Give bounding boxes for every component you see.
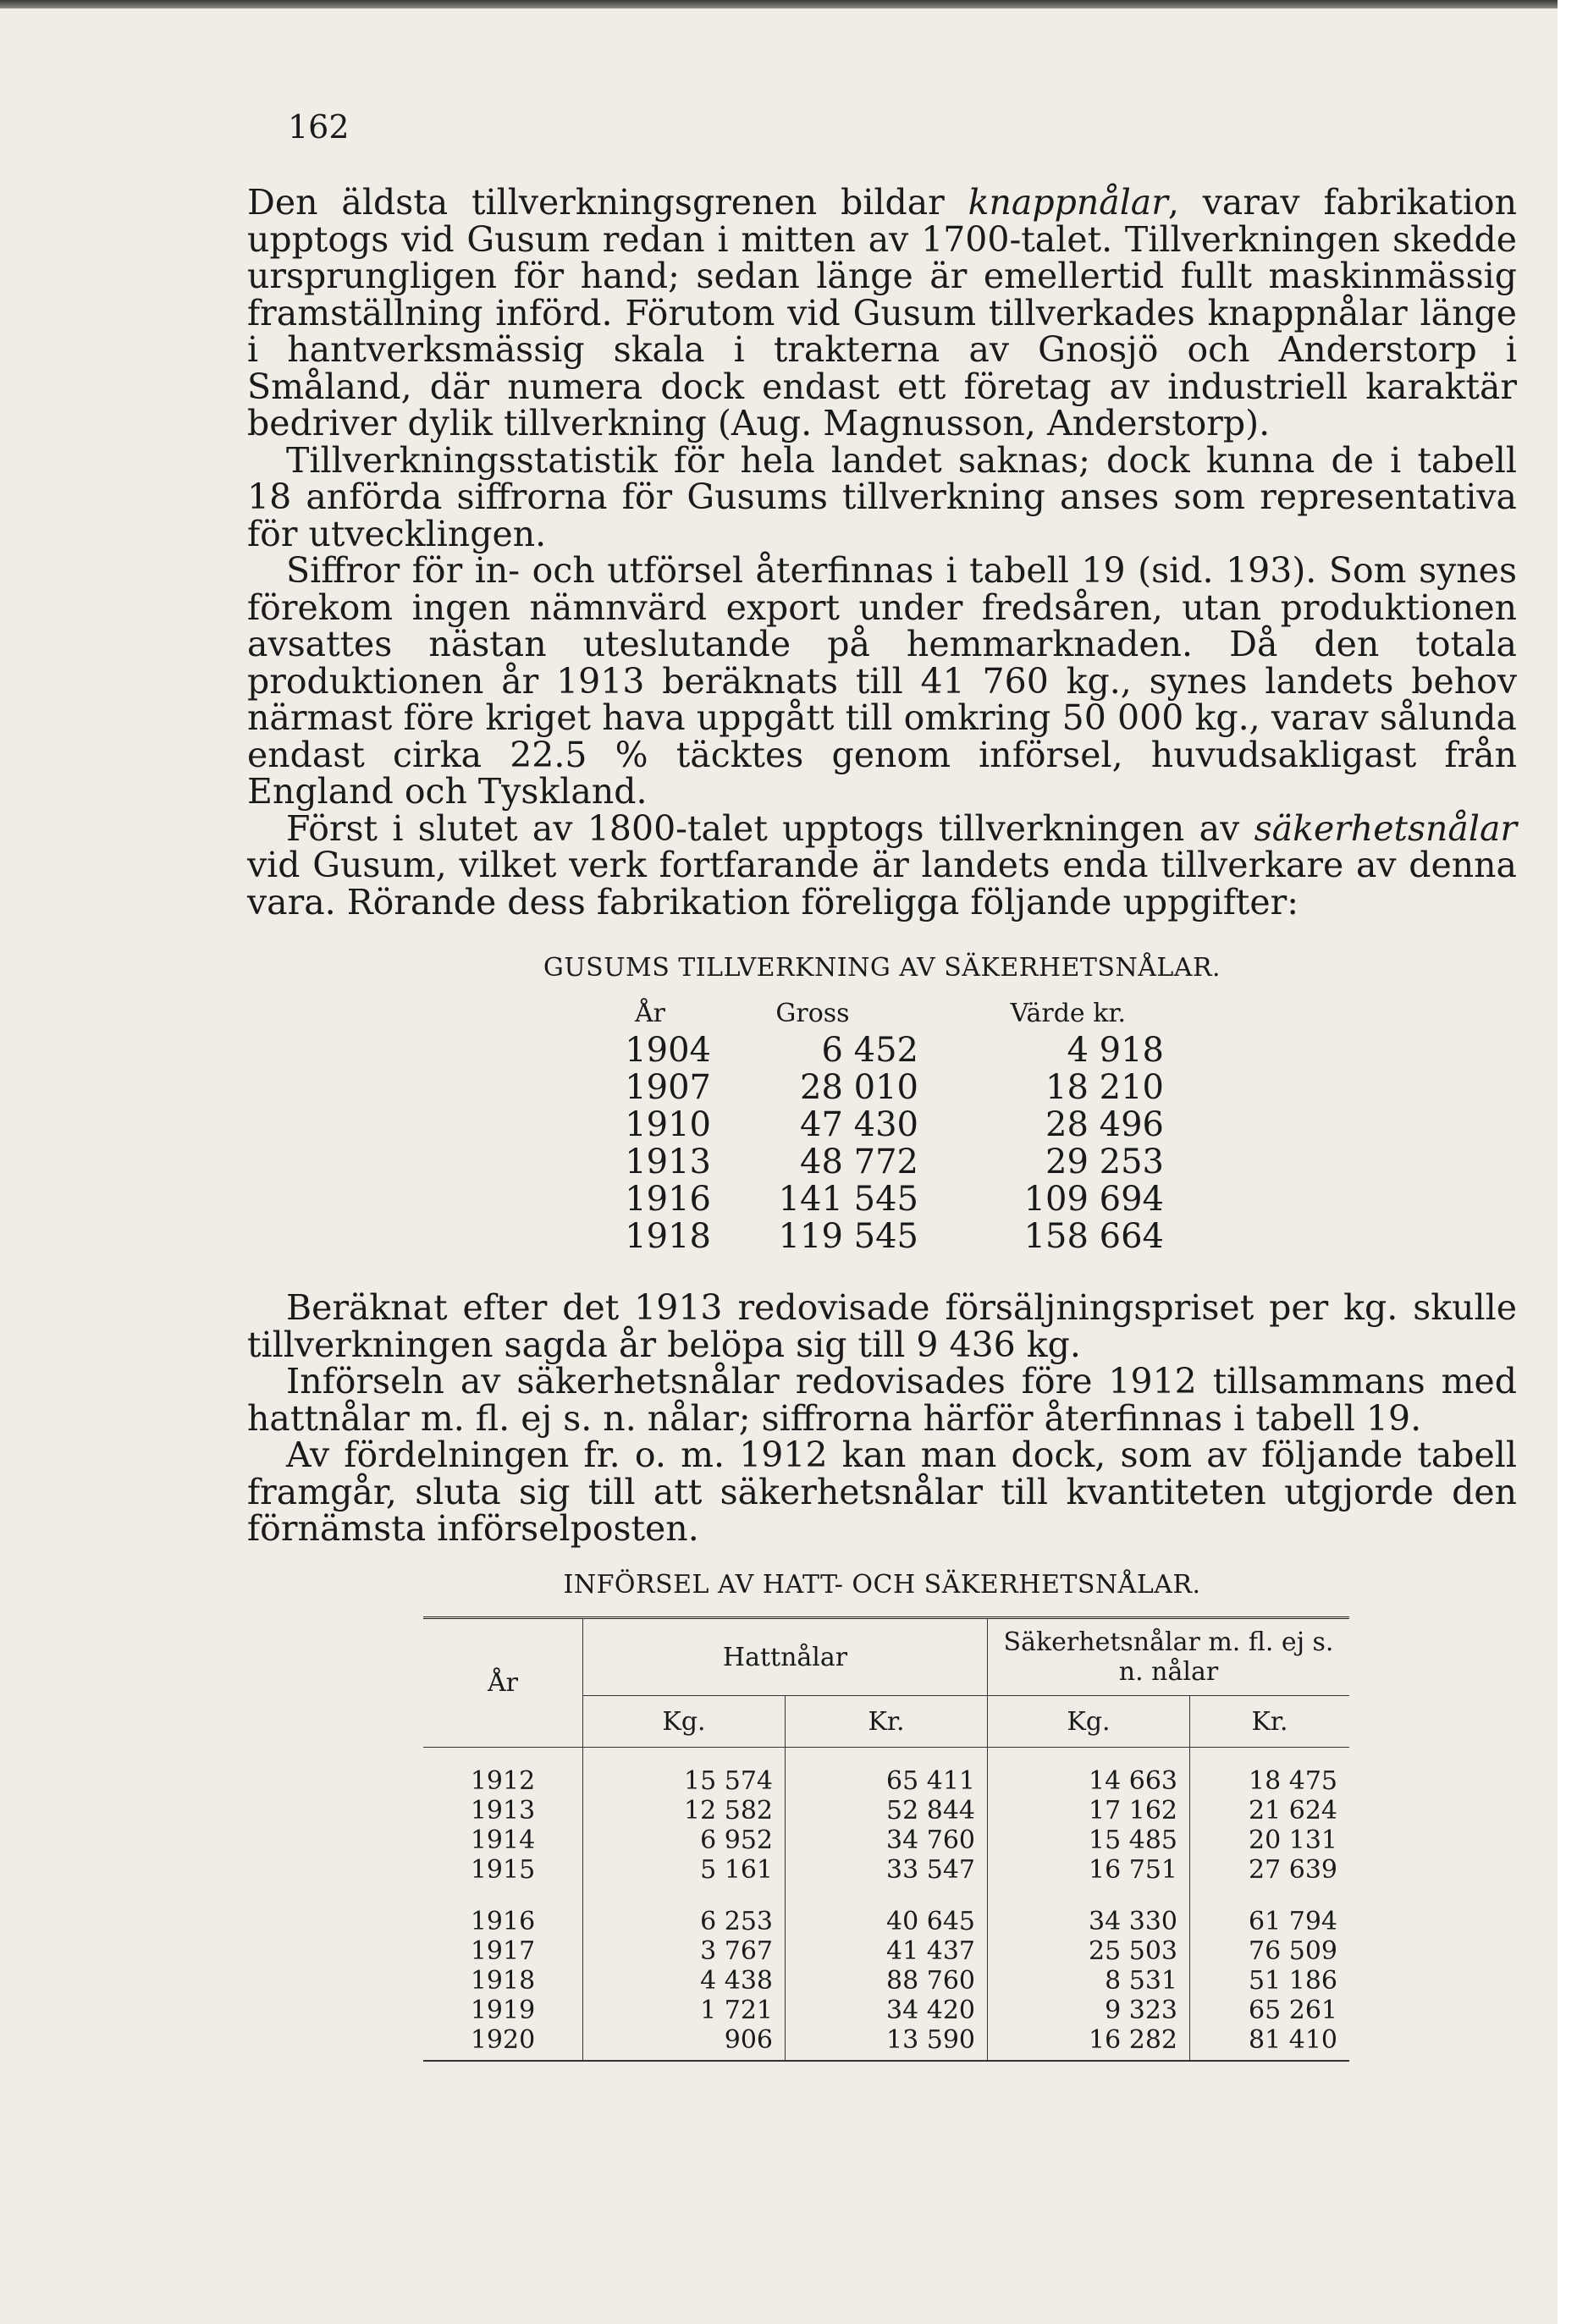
hatt-kg-cell: 4 438 [583,1966,786,1996]
year-cell: 1918 [625,1217,711,1256]
paragraph-text: Tillverkningsstatistik för hela landet saknas; dock kunna de i tabell 18 anförda siffrorna för Gusums tillverkning anses som representativa för utvecklingen. [247,439,1517,554]
paragraph: Införseln av säkerhetsnålar redovisades före 1912 tillsammans med hattnålar m. fl. ej s. n. nålar; siffrorna härför återfinnas i tabell 19. [247,1361,1517,1439]
year-cell: 1913 [625,1143,711,1181]
saker-kg-cell: 8 531 [988,1966,1190,1996]
table-row [423,1748,1349,1797]
emphasis-text: säkerhetsnålar [1254,807,1517,849]
header-value: Värde kr. [1010,999,1126,1028]
value-cell: 28 496 [1045,1105,1164,1144]
hatt-kr-cell: 33 547 [786,1855,988,1885]
paragraph [247,439,1517,554]
hatt-kg-cell: 1 721 [583,1996,786,2025]
saker-kr-cell: 27 639 [1190,1855,1350,1885]
saker-kg-cell: 14 663 [988,1748,1190,1797]
value-cell: 29 253 [1045,1143,1164,1181]
value-cell: 4 918 [1067,1031,1164,1070]
hatt-kr-cell: 52 844 [786,1796,988,1826]
header-gross: Gross [775,999,850,1028]
paragraph-text: vid Gusum, vilket verk fortfarande är landets enda tillverkare av denna vara. Rörande dess fabrikation föreligga följande uppgifter: [247,845,1517,922]
year-cell: 1904 [625,1031,711,1070]
year-cell: 1919 [470,1996,536,2025]
table-row [609,1143,1202,1181]
table-row [609,1106,1202,1143]
hatt-kr-cell: 40 645 [786,1885,988,1936]
hatt-kg-cell: 12 582 [583,1796,786,1826]
hatt-kg-cell: 5 161 [583,1855,786,1885]
hatt-kr-cell: 65 411 [786,1748,988,1797]
emphasis-text: knappnålar [968,182,1168,223]
hatt-kg-cell: 6 253 [583,1885,786,1936]
table-title-import: INFÖRSEL AV HATT- OCH SÄKERHETSNÅLAR. [563,1570,1201,1600]
year-cell: 1916 [625,1180,711,1219]
paragraph [247,550,1517,812]
saker-kg-cell: 16 751 [988,1855,1190,1885]
saker-kr-cell: 61 794 [1190,1885,1350,1936]
gross-cell: 28 010 [800,1068,918,1107]
table-row [423,1936,1349,1966]
header-hattnalar: Hattnålar [583,1618,988,1696]
header-year: År [423,1618,583,1748]
year-cell: 1920 [423,2025,583,2061]
table-import [423,1616,1349,2062]
saker-kr-cell: 76 509 [1190,1936,1350,1966]
table-row [423,1855,1349,1885]
table-title-gusum: GUSUMS TILLVERKNING AV SÄKERHETSNÅLAR. [543,953,1221,983]
table-row [609,1032,1202,1069]
gross-cell: 119 545 [778,1217,918,1256]
header-year: År [635,999,666,1028]
subheader-kg: Kg. [988,1696,1190,1748]
body-text [247,184,1517,921]
gross-cell: 48 772 [800,1143,918,1181]
saker-kg-cell: 17 162 [988,1796,1190,1826]
subheader-kg: Kg. [583,1696,786,1748]
scan-top-edge [0,0,1558,8]
saker-kg-cell: 34 330 [988,1885,1190,1936]
hatt-kg-cell: 906 [583,2025,786,2061]
paragraph-text: Den äldsta tillverkningsgrenen bildar [247,182,968,223]
gross-cell: 141 545 [778,1180,918,1219]
year-cell: 1918 [470,1966,536,1996]
year-cell: 1916 [470,1907,536,1936]
table-row [423,2025,1349,2061]
body-text-2 [247,1287,1517,1549]
hatt-kg-cell: 3 767 [583,1936,786,1966]
saker-kg-cell: 16 282 [988,2025,1190,2061]
saker-kg-cell: 9 323 [988,1996,1190,2025]
subheader-kr: Kr. [786,1696,988,1748]
hatt-kr-cell: 88 760 [786,1966,988,1996]
year-cell: 1914 [470,1826,536,1855]
table-row [423,1996,1349,2025]
table-row [423,1966,1349,1996]
table-header-row [609,999,1202,1028]
paragraph-text: Först i slutet av 1800-talet upptogs tillverkningen av [286,807,1254,849]
paragraph: Beräknat efter det 1913 redovisade försäljningspriset per kg. skulle tillverkningen sagda år belöpa sig till 9 436 kg. [247,1287,1517,1365]
header-sakerhetsnalar: Säkerhetsnålar m. fl. ej s. n. nålar [988,1618,1350,1696]
year-cell: 1913 [470,1796,536,1826]
table-row [423,1796,1349,1826]
hatt-kr-cell: 41 437 [786,1936,988,1966]
table-gusum-production [609,999,1202,1255]
paragraph [247,184,1517,443]
saker-kr-cell: 20 131 [1190,1826,1350,1855]
hatt-kg-cell: 6 952 [583,1826,786,1855]
saker-kr-cell: 21 624 [1190,1796,1350,1826]
year-cell: 1907 [625,1068,711,1107]
table-row [609,1181,1202,1218]
saker-kr-cell: 18 475 [1190,1748,1350,1797]
table-row [609,1218,1202,1255]
value-cell: 158 664 [1023,1217,1164,1256]
year-cell: 1915 [470,1855,536,1885]
saker-kr-cell: 81 410 [1190,2025,1350,2061]
gross-cell: 47 430 [800,1105,918,1144]
paragraph [247,807,1517,922]
year-cell: 1910 [625,1105,711,1144]
value-cell: 109 694 [1023,1180,1164,1219]
paragraph: Av fördelningen fr. o. m. 1912 kan man dock, som av följande tabell framgår, sluta sig till att säkerhetsnålar till kvantiteten utgjorde den förnämsta införselposten. [247,1435,1517,1549]
hatt-kg-cell: 15 574 [583,1748,786,1797]
paragraph-text: , varav fabrikation upptogs vid Gusum redan i mitten av 1700-talet. Tillverkningen skedde ursprungligen för hand; sedan länge är emellertid fullt maskinmässig framställning införd. Förutom vid Gusum tillverkades knappnålar länge i hantverksmässig skala i trakterna av Gnosjö och Anderstorp i Småland, där numera dock endast ett företag av industriell karaktär bedriver dylik tillverkning (Aug. Magnusson, Anderstorp). [247,182,1517,443]
hatt-kr-cell: 34 760 [786,1826,988,1855]
hatt-kr-cell: 13 590 [786,2025,988,2061]
paragraph-text: Siffror för in- och utförsel återfinnas i tabell 19 (sid. 193). Som synes förekom ingen nämnvärd export under fredsåren, utan produktionen avsattes nästan uteslutande på hemmarknaden. Då den totala produktionen år 1913 beräknats till 41 760 kg., synes landets behov närmast före kriget hava uppgått till omkring 50 000 kg., varav sålunda endast cirka 22.5 % täcktes genom införsel, huvudsakligast från England och Tyskland. [247,550,1517,812]
saker-kr-cell: 65 261 [1190,1996,1350,2025]
saker-kg-cell: 25 503 [988,1936,1190,1966]
saker-kr-cell: 51 186 [1190,1966,1350,1996]
year-cell: 1912 [470,1766,536,1796]
hatt-kr-cell: 34 420 [786,1996,988,2025]
table-row [423,1826,1349,1855]
subheader-kr: Kr. [1190,1696,1350,1748]
saker-kg-cell: 15 485 [988,1826,1190,1855]
page-number: 162 [288,108,350,146]
year-cell: 1917 [470,1936,536,1966]
table-row [609,1069,1202,1106]
table-row [423,1885,1349,1936]
gross-cell: 6 452 [821,1031,918,1070]
table-body [609,1032,1202,1255]
value-cell: 18 210 [1045,1068,1164,1107]
